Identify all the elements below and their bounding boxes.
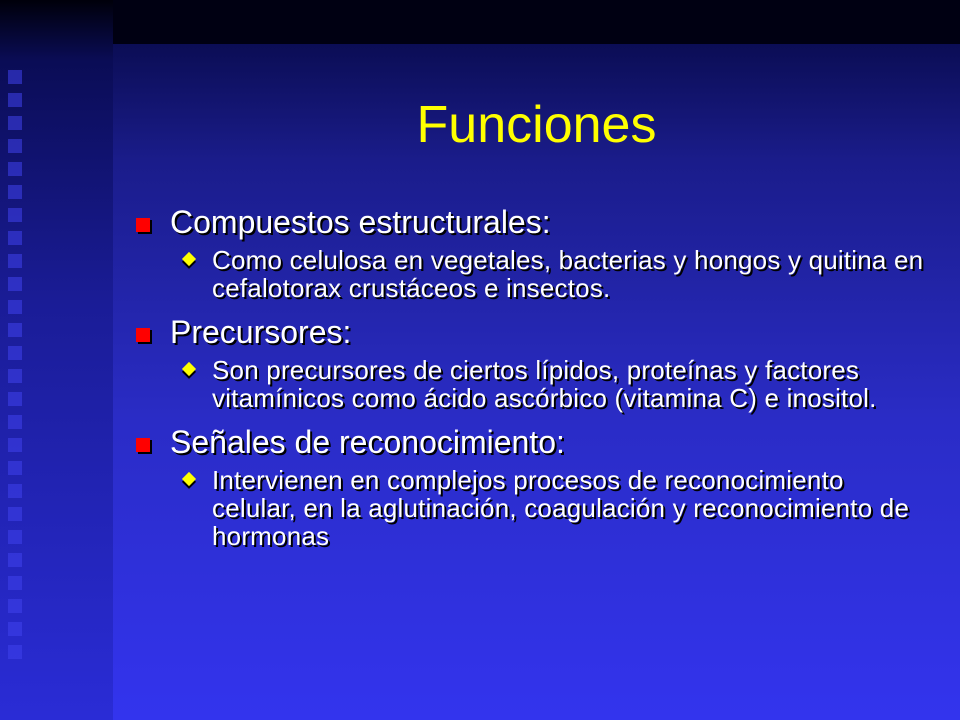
section-heading-text: Señales de reconocimiento: bbox=[170, 424, 565, 460]
decorative-square bbox=[8, 277, 22, 291]
slide-title: Funciones bbox=[416, 96, 657, 154]
decorative-square bbox=[8, 185, 22, 199]
decorative-square bbox=[8, 369, 22, 383]
section-detail-text: Son precursores de ciertos lípidos, proteínas y factores vitamínicos como ácido ascórbico (vitamina C) e inositol. bbox=[212, 355, 877, 413]
section-heading-recognition bbox=[134, 424, 934, 460]
decorative-square bbox=[8, 346, 22, 360]
section-heading-precursors bbox=[134, 314, 934, 350]
decorative-square bbox=[8, 438, 22, 452]
slide-content bbox=[134, 204, 934, 562]
decorative-square bbox=[8, 507, 22, 521]
red-square-bullet-icon bbox=[136, 218, 150, 232]
decorative-square bbox=[8, 576, 22, 590]
section-detail-recognition bbox=[134, 466, 934, 550]
decorative-square bbox=[8, 622, 22, 636]
decorative-square bbox=[8, 70, 22, 84]
decorative-square bbox=[8, 392, 22, 406]
decorative-square bbox=[8, 645, 22, 659]
section-heading-text: Precursores: bbox=[170, 314, 352, 350]
decorative-square bbox=[8, 162, 22, 176]
section-detail-structural bbox=[134, 246, 934, 302]
decorative-square bbox=[8, 93, 22, 107]
section-heading-structural bbox=[134, 204, 934, 240]
decorative-square bbox=[8, 300, 22, 314]
decorative-square bbox=[8, 415, 22, 429]
decorative-square bbox=[8, 553, 22, 567]
yellow-diamond-bullet-icon bbox=[182, 362, 196, 376]
yellow-diamond-bullet-icon bbox=[182, 472, 196, 486]
yellow-diamond-bullet-icon bbox=[182, 252, 196, 266]
left-decorative-strip bbox=[0, 0, 113, 720]
decorative-square bbox=[8, 116, 22, 130]
decorative-square bbox=[8, 599, 22, 613]
red-square-bullet-icon bbox=[136, 328, 150, 342]
decorative-square bbox=[8, 254, 22, 268]
decorative-square bbox=[8, 208, 22, 222]
section-detail-text: Como celulosa en vegetales, bacterias y hongos y quitina en cefalotorax crustáceos e insectos. bbox=[212, 245, 924, 303]
section-heading-text: Compuestos estructurales: bbox=[170, 204, 551, 240]
decorative-square bbox=[8, 484, 22, 498]
decorative-square bbox=[8, 231, 22, 245]
decorative-square bbox=[8, 139, 22, 153]
red-square-bullet-icon bbox=[136, 438, 150, 452]
decorative-square bbox=[8, 461, 22, 475]
decorative-squares bbox=[8, 70, 22, 668]
decorative-square bbox=[8, 530, 22, 544]
decorative-square bbox=[8, 323, 22, 337]
top-dark-band bbox=[113, 0, 960, 44]
section-detail-precursors bbox=[134, 356, 934, 412]
section-detail-text: Intervienen en complejos procesos de reconocimiento celular, en la aglutinación, coagulación y reconocimiento de hormonas bbox=[212, 465, 910, 551]
